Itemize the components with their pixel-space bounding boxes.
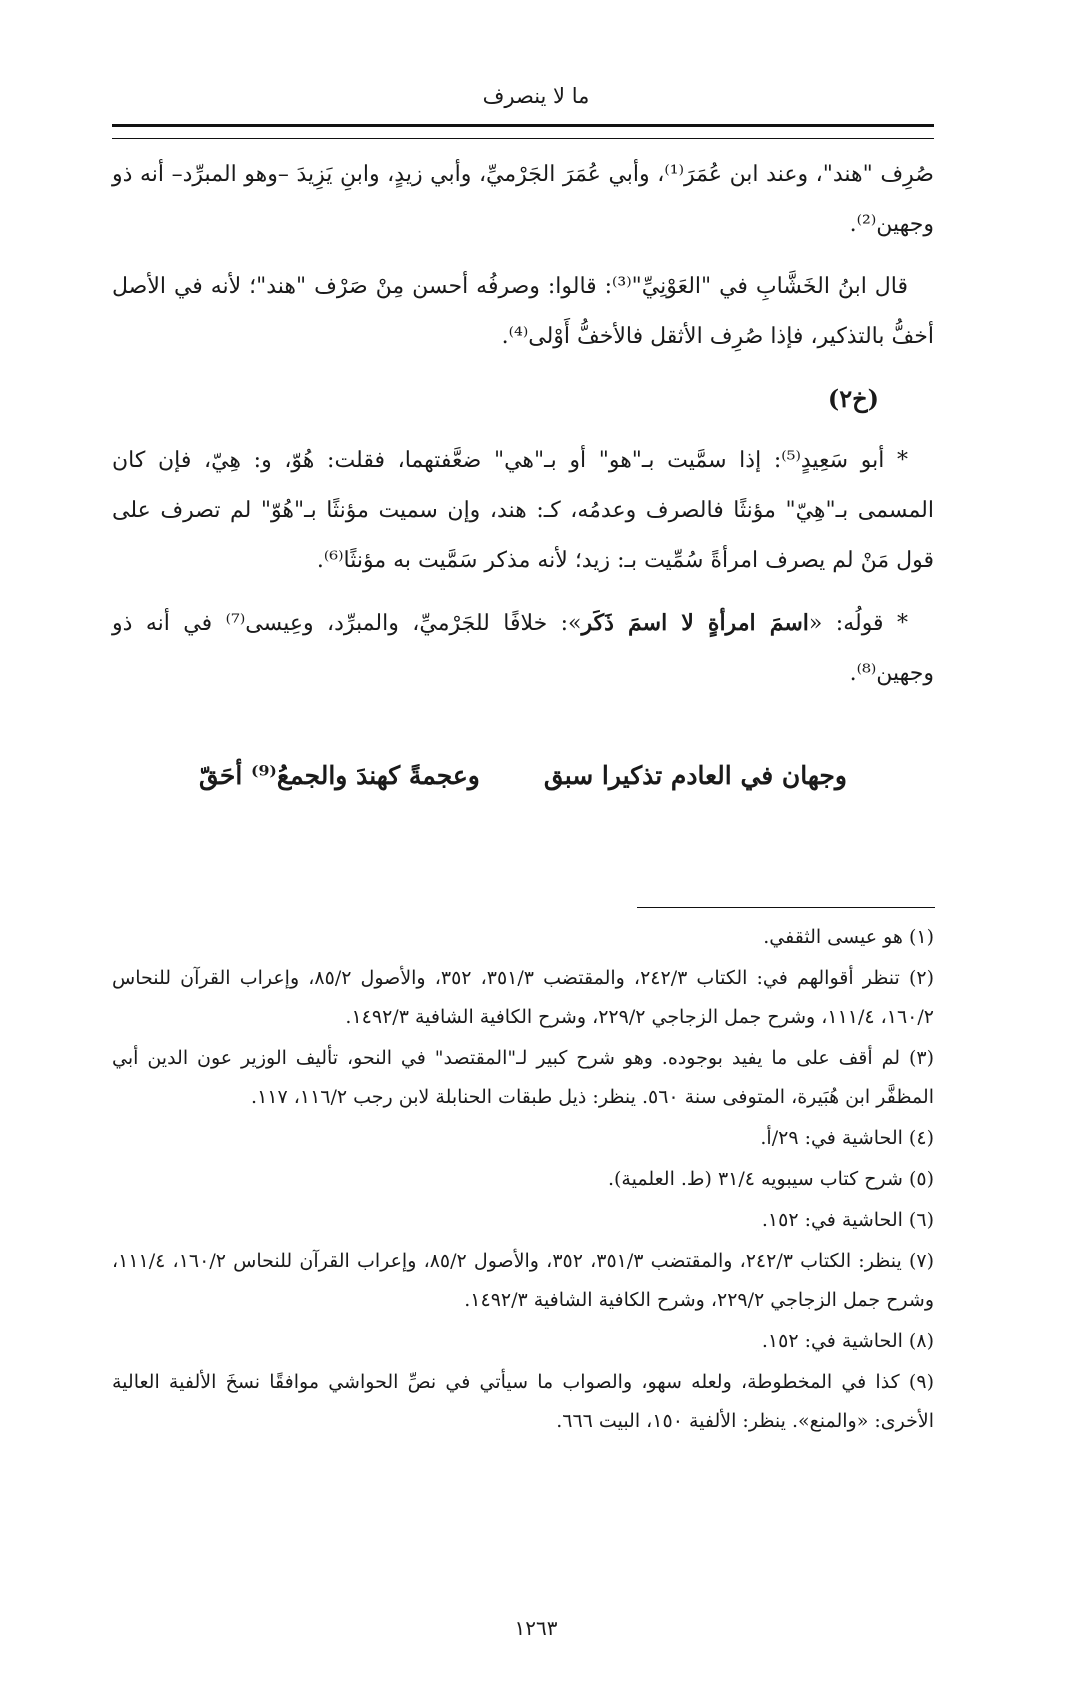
footnote: (٦) الحاشية في: ١٥٢. <box>761 1209 934 1231</box>
paragraph-1: صُرِف "هند"، وعند ابن عُمَرَ⁽¹⁾، وأبي عُمَرَ الجَرْميِّ، وأبي زيدٍ، وابنِ يَزِيدَ –وهو المبرِّد– أنه ذو وجهين⁽²⁾. <box>112 162 934 237</box>
footnote: (٥) شرح كتاب سيبويه ٣١/٤ (ط. العلمية). <box>607 1168 934 1190</box>
footnote: (٤) الحاشية في: ٢٩/أ. <box>760 1127 934 1149</box>
quoted-phrase: اسمَ امرأةٍ لا اسمَ ذَكَر <box>581 610 809 636</box>
footnotes <box>112 918 934 1443</box>
footnote: (٨) الحاشية في: ١٥٢. <box>761 1330 934 1352</box>
footnote: (٩) كذا في المخطوطة، ولعله سهو، والصواب ما سيأتي في نصِّ الحواشي موافقًا نسخَ الألفية العالية الأخرى: «والمنع». ينظر: الألفية ١٥٠، البيت ٦٦٦. <box>112 1371 934 1432</box>
footnote: (١) هو عيسى الثقفي. <box>763 926 934 948</box>
header-rule-thick <box>112 124 934 127</box>
poetry-verse <box>112 756 934 796</box>
verse-first-hemistich: وجهان في العادم تذكيرا سبق <box>543 761 847 790</box>
page-number: ١٢٦٣ <box>514 1616 558 1640</box>
verse-second-hemistich: وعجمةً كهندَ والجمعُ⁽⁹⁾ أحَقّ <box>199 761 480 790</box>
paragraph-3: * أبو سَعِيدٍ⁽⁵⁾: إذا سمَّيت بـ"هو" أو بـ"هي" ضعَّفتهما، فقلت: هُوّ، و: هِيّ، فإن كان المسمى بـ"هِيّ" مؤنثًا فالصرف وعدمُه، كـ: هند، وإن سميت مؤنثًا بـ"هُوّ" لم تصرف على قول مَنْ لم يصرف امرأةً سُمِّيت بـ: زيد؛ لأنه مذكر سَمَّيت به مؤنثًا⁽⁶⁾. <box>112 448 934 573</box>
section-marker: (خ٢) <box>827 384 879 413</box>
paragraph-2: قال ابنُ الخَشَّابِ في "العَوْنِيِّ"⁽³⁾: قالوا: وصرفُه أحسن مِنْ صَرْف "هند"؛ لأنه في الأصل أخفُّ بالتذكير، فإذا صُرِف الأثقل فالأخفُّ أَوْلى⁽⁴⁾. <box>112 274 934 349</box>
paragraph-4 <box>112 598 934 699</box>
footnote: (٣) لم أقف على ما يفيد بوجوده. وهو شرح كبير لـ"المقتصد" في النحو، تأليف الوزير عون الدين أبي المظفَّر ابن هُبَيرة، المتوفى سنة ٥٦٠. ينظر: ذيل طبقات الحنابلة لابن رجب ١١٦/٢، ١١٧. <box>112 1047 934 1108</box>
paragraph-4-prefix: * قولُه: « <box>808 611 908 636</box>
footnote: (٢) تنظر أقوالهم في: الكتاب ٢٤٢/٣، والمقتضب ٣٥١/٣، ٣٥٢، والأصول ٨٥/٢، وإعراب القرآن للنحاس ١٦٠/٢، ١١١/٤، وشرح جمل الزجاجي ٢٢٩/٢، وشرح الكافية الشافية ١٤٩٢/٣. <box>112 967 935 1028</box>
footnote-separator <box>637 907 935 908</box>
footnote: (٧) ينظر: الكتاب ٢٤٢/٣، والمقتضب ٣٥١/٣، ٣٥٢، والأصول ٨٥/٢، وإعراب القرآن للنحاس ١٦٠/٢، ١١١/٤، وشرح جمل الزجاجي ٢٢٩/٢، وشرح الكافية الشافية ١٤٩٢/٣. <box>112 1250 935 1311</box>
header-rule-thin <box>112 138 934 139</box>
running-header: ما لا ينصرف <box>482 84 590 108</box>
paragraph-4-suffix: »: خلافًا للجَرْميِّ، والمبرِّد، وعِيسى⁽⁷⁾ في أنه ذو وجهين⁽⁸⁾. <box>112 611 934 686</box>
main-text <box>112 150 934 711</box>
